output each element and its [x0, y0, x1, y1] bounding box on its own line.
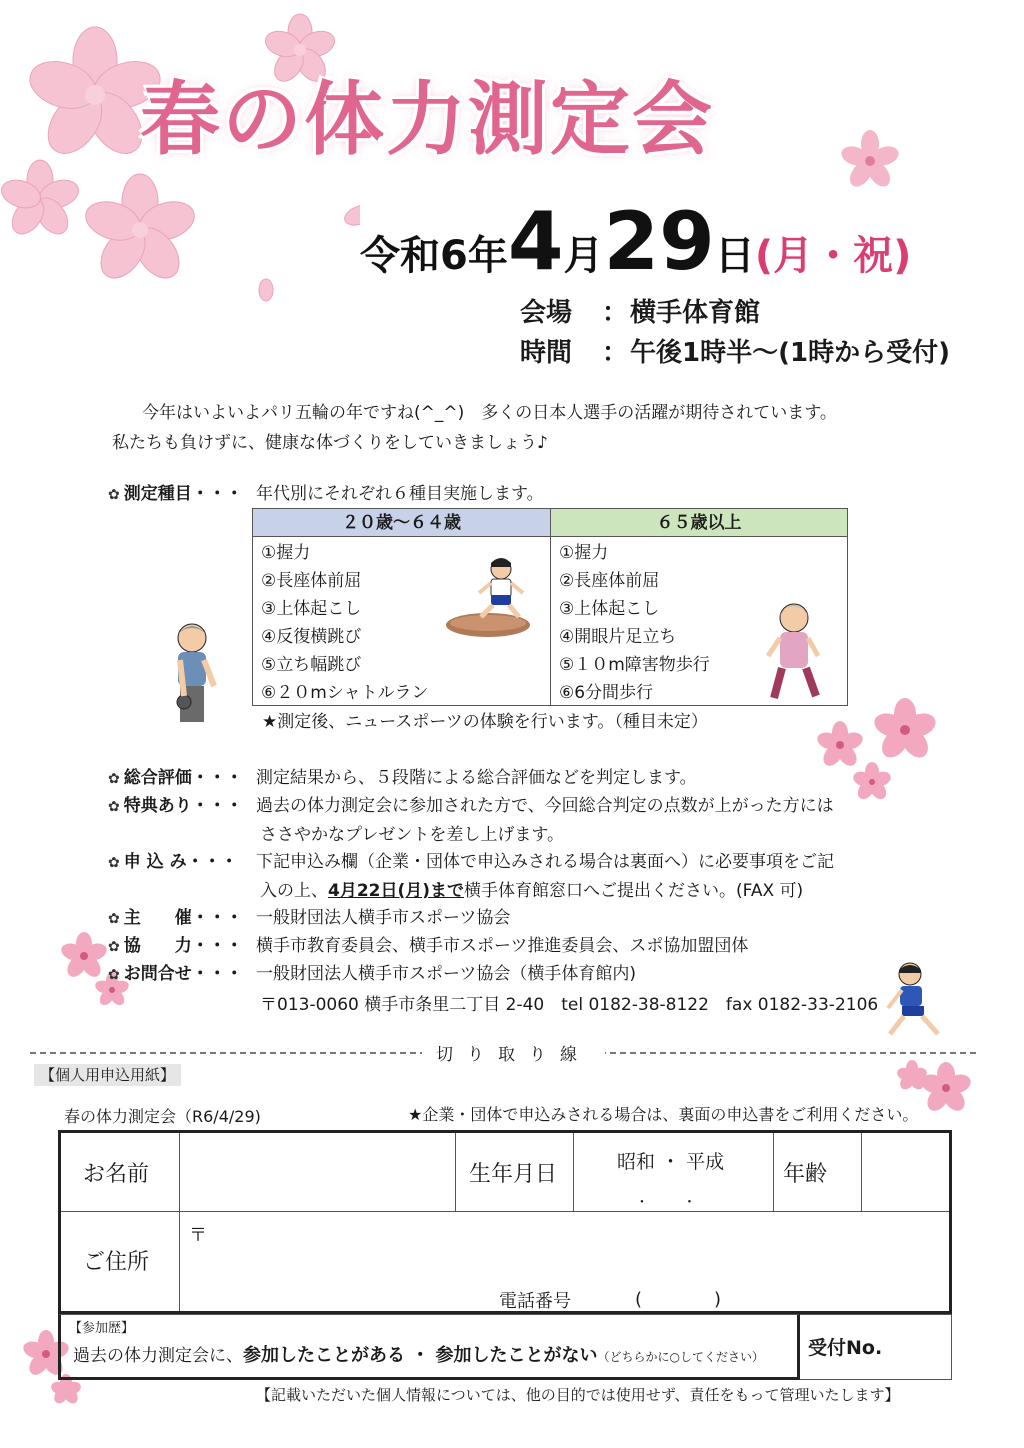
item-bonus-line-2: ささやかなプレゼントを差し上げます。 — [260, 825, 564, 845]
form-divider — [61, 1211, 949, 1212]
flower-bullet-icon: ✿ — [108, 967, 120, 983]
item-cooperation — [108, 932, 748, 961]
intro-text — [112, 398, 932, 458]
form-tag: 【個人用申込用紙】 — [34, 1064, 181, 1086]
intro-line-1: 今年はいよいよパリ五輪の年ですね(^_^) 多くの日本人選手の活躍が期待されています。 — [142, 403, 837, 423]
table-item: ②長座体前屈 — [559, 571, 660, 591]
table-header-65-plus: ６５歳以上 — [551, 509, 847, 537]
item-measure-text: 年代別にそれぞれ６種目実施します。 — [256, 484, 544, 504]
phone-field[interactable]: ( ) — [635, 1289, 722, 1310]
venue-sep: ： — [601, 298, 628, 328]
flower-bullet-icon: ✿ — [108, 911, 120, 927]
venue-label: 会場 — [520, 298, 573, 328]
table-note: ★測定後、ニュースポーツの体験を行います。（種目未定） — [262, 712, 708, 732]
participation-history — [58, 1314, 800, 1380]
address-label: ご住所 — [83, 1250, 150, 1275]
form-event-name: 春の体力測定会（R6/4/29) — [64, 1107, 261, 1126]
intro-line-2: 私たちも負けずに、健康な体づくりをしていきましょう♪ — [112, 433, 548, 453]
birth-date-field[interactable]: ． ． — [639, 1185, 706, 1207]
event-date — [360, 195, 912, 292]
form-divider — [179, 1133, 180, 1311]
elderly-woman-walking-illustration — [762, 598, 826, 702]
birth-label: 生年月日 — [469, 1162, 558, 1187]
table-item: ③上体起こし — [261, 599, 362, 619]
postal-mark: 〒 — [189, 1225, 207, 1246]
date-day-unit: 日 — [714, 233, 755, 279]
flower-bullet-icon: ✿ — [108, 487, 120, 503]
table-header-under-65: ２０歳～６４歳 — [253, 509, 550, 537]
item-evaluation — [108, 764, 697, 793]
elderly-man-grip-illustration — [160, 620, 220, 730]
flower-bullet-icon: ✿ — [108, 771, 120, 787]
cut-line-label: 切り取り線 — [422, 1040, 605, 1065]
receipt-number-box — [800, 1314, 952, 1380]
item-contact-text: 一般財団法人横手市スポーツ協会（横手体育館内) — [256, 964, 636, 984]
contact-address: 〒013-0060 横手市条里二丁目 2-40 tel 0182-38-8122 fax 0182-33-2106 — [260, 995, 879, 1015]
table-item: ③上体起こし — [559, 599, 660, 619]
date-month: 4 — [507, 195, 564, 288]
venue-value: 横手体育館 — [630, 298, 761, 328]
item-contact-label: お問合せ・・・ — [123, 964, 243, 984]
address-field[interactable] — [211, 1219, 941, 1279]
date-day: 29 — [603, 195, 715, 288]
item-apply-line-2 — [108, 877, 834, 905]
flower-bullet-icon: ✿ — [108, 799, 120, 815]
item-bonus-label: 特典あり・・・ — [123, 796, 243, 816]
apply-deadline: 4月22日(月)まで — [328, 881, 465, 901]
cut-line — [30, 1040, 976, 1064]
form-divider — [455, 1133, 456, 1211]
name-field[interactable] — [183, 1137, 451, 1207]
receipt-label: 受付No. — [808, 1337, 883, 1359]
history-prefix: 過去の体力測定会に、 — [73, 1346, 243, 1366]
history-option-yes[interactable]: 参加したことがある — [243, 1345, 405, 1366]
form-divider — [861, 1133, 862, 1211]
table-item: ⑤１０m障害物歩行 — [559, 655, 710, 675]
table-item: ④開眼片足立ち — [559, 627, 677, 647]
venue-info — [520, 294, 950, 374]
table-item: ④反復横跳び — [261, 627, 362, 647]
item-bonus-line-1: 過去の体力測定会に参加された方で、今回総合判定の点数が上がった方には — [256, 796, 834, 816]
item-bonus — [108, 792, 834, 849]
privacy-note: 【記載いただいた個人情報については、他の目的では使用せず、責任をもって管理いたします】 — [256, 1386, 900, 1404]
age-label: 年齢 — [783, 1162, 828, 1187]
era-options[interactable]: 昭和 ・ 平成 — [617, 1151, 725, 1173]
apply-line-2-pre: 入の上、 — [260, 881, 328, 901]
item-cooperation-text: 横手市教育委員会、横手市スポーツ推進委員会、スポ協加盟団体 — [256, 936, 749, 956]
date-era: 令和6年 — [360, 233, 508, 279]
history-tag: 【参加歴】 — [69, 1321, 135, 1336]
item-contact — [108, 960, 878, 1019]
table-item: ⑥２０mシャトルラン — [261, 683, 429, 703]
item-evaluation-label: 総合評価・・・ — [123, 768, 243, 788]
flower-bullet-icon: ✿ — [108, 855, 120, 871]
time-label: 時間 — [520, 338, 573, 368]
item-apply-line-1: 下記申込み欄（企業・団体で申込みされる場合は裏面へ）に必要事項をご記 — [256, 852, 834, 872]
history-hint: （どちらかに○してください） — [597, 1350, 765, 1364]
history-text — [73, 1341, 764, 1367]
item-apply-label: 申 込 み・・・ — [123, 852, 238, 872]
item-measure — [108, 480, 544, 509]
date-month-unit: 月 — [563, 233, 604, 279]
item-measure-label: 測定種目・・・ — [123, 484, 243, 504]
table-item: ⑥6分間歩行 — [559, 683, 654, 703]
flower-bullet-icon: ✿ — [108, 939, 120, 955]
table-item: ⑤立ち幅跳び — [261, 655, 362, 675]
apply-line-2-post: 横手体育館窓口へご提出ください。(FAX 可) — [464, 881, 804, 901]
table-item: ②長座体前屈 — [261, 571, 362, 591]
table-item: ①握力 — [261, 543, 311, 563]
time-value: 午後1時半～(1時から受付) — [630, 338, 950, 368]
history-option-no[interactable]: 参加したことがない — [435, 1345, 598, 1366]
item-host-text: 一般財団法人横手市スポーツ協会 — [256, 908, 511, 928]
name-label: お名前 — [83, 1162, 150, 1187]
phone-label: 電話番号 — [499, 1291, 571, 1312]
application-form — [58, 1130, 952, 1314]
form-note: ★企業・団体で申込みされる場合は、裏面の申込書をご利用ください。 — [408, 1105, 919, 1124]
table-item: ①握力 — [559, 543, 609, 563]
page-title: 春の体力測定会 — [140, 73, 714, 166]
history-dot: ・ — [405, 1345, 436, 1366]
crouching-athlete-illustration — [880, 960, 950, 1040]
measurement-table — [252, 508, 848, 706]
form-divider — [773, 1133, 774, 1211]
table-col-under-65 — [253, 509, 551, 705]
age-field[interactable] — [865, 1137, 949, 1207]
item-host — [108, 904, 510, 933]
form-divider — [573, 1133, 574, 1211]
time-sep: ： — [601, 338, 628, 368]
item-cooperation-label: 協 力・・・ — [123, 936, 243, 956]
item-apply — [108, 848, 834, 905]
item-evaluation-text: 測定結果から、５段階による総合評価などを判定します。 — [256, 768, 697, 788]
jumping-athlete-illustration — [443, 551, 533, 641]
blossom-small-top-right — [840, 130, 900, 190]
item-host-label: 主 催・・・ — [123, 908, 243, 928]
date-weekday: (月・祝) — [754, 233, 912, 279]
